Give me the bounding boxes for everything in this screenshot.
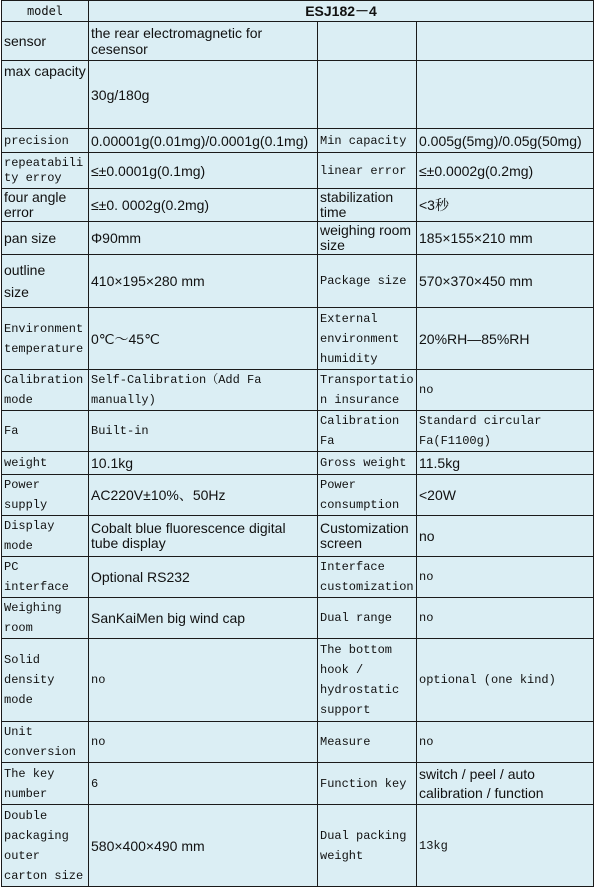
customization-screen-label: Customization screen (318, 516, 417, 557)
table-row (2, 475, 594, 516)
interface-customization-value: no (417, 557, 594, 598)
weighing-room-size-value: 185×155×210 mm (417, 222, 594, 255)
table-row (2, 557, 594, 598)
table-row (2, 370, 594, 411)
table-row (2, 222, 594, 255)
pan-size-label: pan size (2, 222, 89, 255)
four-angle-label: four angle error (2, 189, 89, 222)
interface-customization-label: Interface customization (318, 557, 417, 598)
env-humidity-label: External environment humidity (318, 308, 417, 370)
double-packaging-value: 580×400×490 mm (89, 805, 318, 887)
table-row (2, 516, 594, 557)
transport-insurance-label: Transportation insurance (318, 370, 417, 411)
table-row (2, 255, 594, 308)
model-value: ESJ182－4 (89, 1, 594, 22)
pc-interface-value: Optional RS232 (89, 557, 318, 598)
repeatability-value: ≤±0.0001g(0.1mg) (89, 153, 318, 189)
min-capacity-label: Min capacity (318, 129, 417, 153)
env-temp-label: Environment temperature (2, 308, 89, 370)
env-humidity-value: 20%RH—85%RH (417, 308, 594, 370)
table-row (2, 189, 594, 222)
table-row (2, 763, 594, 805)
empty-cell (318, 61, 417, 129)
customization-screen-value: no (417, 516, 594, 557)
outline-label-line1: outline (4, 262, 46, 278)
outline-value: 410×195×280 mm (89, 255, 318, 308)
dual-packing-weight-value: 13kg (417, 805, 594, 887)
weighing-room-label: Weighing room (2, 598, 89, 639)
power-supply-value: AC220V±10%、50Hz (89, 475, 318, 516)
outline-label-line2: size (4, 284, 29, 300)
stabilization-label: stabilization time (318, 189, 417, 222)
function-key-value: switch / peel / auto calibration / function (417, 763, 594, 805)
sensor-label: sensor (2, 22, 89, 61)
empty-cell (417, 61, 594, 129)
unit-conversion-label: Unit conversion (2, 722, 89, 763)
table-row (2, 308, 594, 370)
power-supply-label: Power supply (2, 475, 89, 516)
key-number-value: 6 (89, 763, 318, 805)
calibration-fa-label: Calibration Fa (318, 411, 417, 452)
dual-range-label: Dual range (318, 598, 417, 639)
bottom-hook-value: optional (one kind) (417, 639, 594, 722)
calibration-mode-value: Self-Calibration（Add Fa manually) (89, 370, 318, 411)
gross-weight-value: 11.5kg (417, 452, 594, 475)
table-row (2, 411, 594, 452)
pc-interface-label: PC interface (2, 557, 89, 598)
calibration-fa-value: Standard circular Fa(F1100g) (417, 411, 594, 452)
gross-weight-label: Gross weight (318, 452, 417, 475)
table-row (2, 452, 594, 475)
outline-label (2, 255, 89, 308)
solid-density-label: Solid density mode (2, 639, 89, 722)
fa-label: Fa (2, 411, 89, 452)
power-consumption-label: Power consumption (318, 475, 417, 516)
table-row (2, 61, 594, 129)
four-angle-value: ≤±0. 0002g(0.2mg) (89, 189, 318, 222)
display-mode-value: Cobalt blue fluorescence digital tube display (89, 516, 318, 557)
env-temp-value: 0℃～45℃ (89, 308, 318, 370)
fa-value: Built-in (89, 411, 318, 452)
solid-density-value: no (89, 639, 318, 722)
table-row (2, 639, 594, 722)
pan-size-value: Φ90mm (89, 222, 318, 255)
max-capacity-label: max capacity (2, 61, 89, 129)
display-mode-label: Display mode (2, 516, 89, 557)
table-row (2, 22, 594, 61)
package-size-value: 570×370×450 mm (417, 255, 594, 308)
stabilization-value: <3秒 (417, 189, 594, 222)
min-capacity-value: 0.005g(5mg)/0.05g(50mg) (417, 129, 594, 153)
linear-error-label: linear error (318, 153, 417, 189)
function-key-label: Function key (318, 763, 417, 805)
table-row (2, 598, 594, 639)
measure-value: no (417, 722, 594, 763)
spec-table (1, 0, 594, 887)
weight-label: weight (2, 452, 89, 475)
dual-packing-weight-label: Dual packing weight (318, 805, 417, 887)
max-capacity-value: 30g/180g (89, 61, 318, 129)
table-row (2, 805, 594, 887)
empty-cell (318, 22, 417, 61)
dual-range-value: no (417, 598, 594, 639)
precision-value: 0.00001g(0.01mg)/0.0001g(0.1mg) (89, 129, 318, 153)
weighing-room-size-label: weighing room size (318, 222, 417, 255)
measure-label: Measure (318, 722, 417, 763)
package-size-label: Package size (318, 255, 417, 308)
transport-insurance-value: no (417, 370, 594, 411)
power-consumption-value: <20W (417, 475, 594, 516)
table-row (2, 153, 594, 189)
model-label: model (2, 1, 89, 22)
precision-label: precision (2, 129, 89, 153)
weight-value: 10.1kg (89, 452, 318, 475)
table-row (2, 129, 594, 153)
calibration-mode-label: Calibration mode (2, 370, 89, 411)
unit-conversion-value: no (89, 722, 318, 763)
bottom-hook-label: The bottom hook / hydrostatic support (318, 639, 417, 722)
empty-cell (417, 22, 594, 61)
key-number-label: The key number (2, 763, 89, 805)
header-row (2, 1, 594, 22)
linear-error-value: ≤±0.0002g(0.2mg) (417, 153, 594, 189)
table-row (2, 722, 594, 763)
repeatability-label: repeatability erroy (2, 153, 89, 189)
weighing-room-value: SanKaiMen big wind cap (89, 598, 318, 639)
double-packaging-label: Double packaging outer carton size (2, 805, 89, 887)
sensor-value: the rear electromagnetic for cesensor (89, 22, 318, 61)
